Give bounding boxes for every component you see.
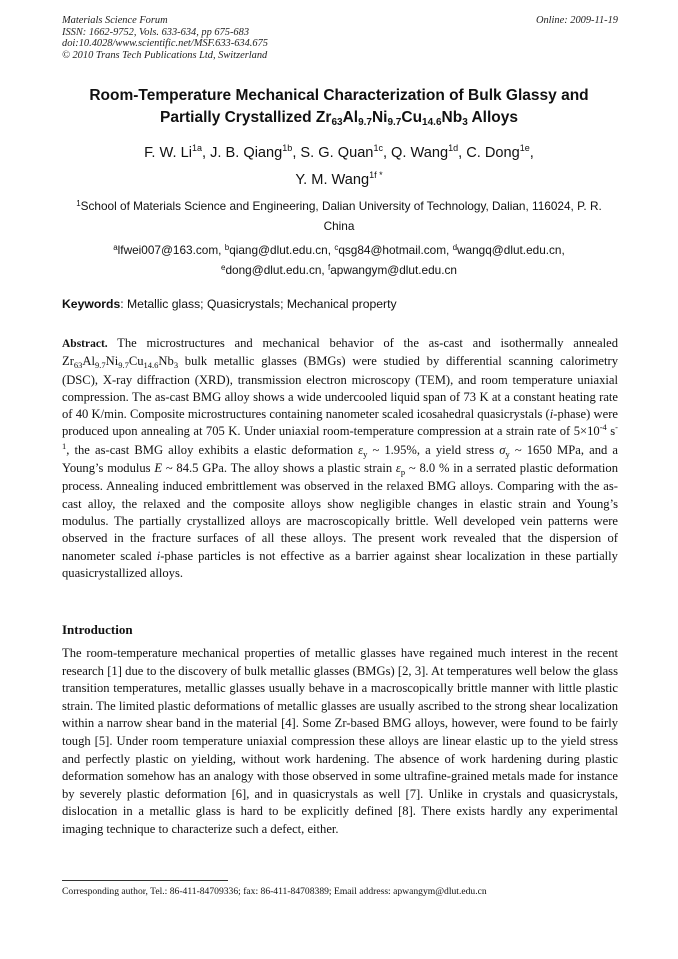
- author-list: F. W. $Li^{1a}$, J. B. Qiang$^{1b}$, S. G. Quan$^{1c}$, Q. Wang$^{1d}$, C. Dong$^{1e}$, Y. M. Wang$^{1f *}$: [144, 143, 534, 188]
- abstract-label: Abstract.: [62, 338, 108, 350]
- journal-header: [62, 15, 618, 61]
- email-address[interactable]: qiang@dlut.edu.cn,: [229, 243, 335, 257]
- copyright-line: © 2010 Trans Tech Publications Ltd, Switzerland: [62, 49, 268, 61]
- email-address[interactable]: dong@dlut.edu.cn,: [225, 263, 328, 277]
- online-date: Online: 2009-11-19: [535, 15, 618, 26]
- corresponding-author-footnote: Corresponding author, Tel.: 86-411-84709336; fax: 86-411-84708389; Email address: apwangym@dlut.edu.cn: [62, 886, 487, 897]
- author-name: , C. Dong: [458, 145, 520, 161]
- section-heading-introduction: Introduction: [62, 622, 133, 637]
- author-name: , J. B. Qiang: [201, 145, 283, 161]
- journal-name: Materials Science Forum: [62, 15, 168, 26]
- email-address[interactable]: qsg84@hotmail.com,: [338, 243, 453, 257]
- doi-line: doi:10.4028/www.scientific.net/MSF.633-634.675: [62, 38, 268, 50]
- author-name: , Q. Wang: [382, 145, 449, 161]
- email-list: $^a$lfwei007@163.com, $^b$qiang@dlut.edu.cn, $^c$qsg84@hotmail.com, $^d$wangq@dlut.edu.cn, $^e$dong@dlut.edu.cn, $^f$apwangym@dlut.edu.cn: [113, 243, 565, 277]
- introduction-body: The room-temperature mechanical properties of metallic glasses have regained much interest in the recent research [1] due to the discovery of bulk metallic glasses (BMGs) [2, 3]. At temperatures well below the glass transition temperatures, metallic glasses usually behave in a macroscopically brittle manner with little plastic strain. The limited plastic deformations of metallic glasses are usually ascribed to the strong shear localization within a narrow shear band in the material [4]. Some Zr-based BMG alloys, however, were found to be fairly tough [5]. Under room temperature uniaxial compression these alloys are linear elastic up to the yield stress and perfectly plastic on yielding, without work hardening. The absence of work hardening during plastic deformation somehow has an analogy with those observed in some ultrafine-grained metals made for instance by severely plastic deformation [6], and in quasicrystals as well [7]. Unlike in crystals and quasicrystals, dislocation in a metallic glass is hard to be explicitly defined [8]. There exists hardly any experimental imaging technique to characterize such a defect, either.: [62, 646, 618, 836]
- paper-title: Room-Temperature Mechanical Characterization of Bulk Glassy and Partially Crystallized $Zr_{63}Al_{9.7}Ni_{9.7}Cu_{14.6}Nb_3$ Alloys: [89, 87, 589, 128]
- author-name: , S. G. Quan: [292, 145, 374, 161]
- abstract: Abstract. The microstructures and mechanical behavior of the as-cast and isothermally annealed $Zr_{63}Al_{9.7}Ni_{9.7}Cu_{14.6}Nb_3$ bulk metallic glasses (BMGs) were studied by differential scanning calorimetry (DSC), X-ray diffraction (XRD), transmission electron microscopy (TEM), and room temperature uniaxial compression. The as-cast BMG alloy shows a wide undercooled liquid span of 73 K at a constant heating rate of 40 K/min. Composite microstructures containing nanometer scaled icosahedral quasicrystals (i-phase) were produced upon annealing at 705 K. Under uniaxial room-temperature compression at a strain rate of $5\times 10^{-4}$ $s^{-1}$, the as-cast BMG alloy exhibits a elastic deformation $\varepsilon_y$ ~ 1.95%, a yield stress $\sigma_y$ ~ 1650 MPa, and a Young’s modulus E ~ 84.5 GPa. The alloy shows a plastic strain $\varepsilon_p$ ~ 8.0 % in a serrated plastic deformation process. Annealing induced embrittlement was observed in the relaxed BMG alloys. Comparing with the as-cast alloy, the relaxed and the composite alloys show negligible changes in elastic strain and Young’s modulus. The partially crystallized alloys are macroscopically brittle. Well developed vein patterns were observed in the fracture surfaces of all these alloys. The present work revealed that the dispersion of nanometer scaled i-phase particles is not effective as a barrier against shear localization in these partially quasicrystallized alloys.: [62, 336, 618, 580]
- email-address[interactable]: wangq@dlut.edu.cn,: [457, 243, 565, 257]
- title-line-1: Room-Temperature Mechanical Characterization of Bulk Glassy and: [89, 87, 589, 104]
- keywords-label: Keywords: [62, 297, 121, 311]
- author-name: Y. M. Wang: [295, 172, 370, 188]
- author-name: F. W. Li: [144, 145, 192, 161]
- affiliation: $^1$School of Materials Science and Engineering, Dalian University of Technology, Dalian, 116024, P. R. China: [76, 199, 602, 233]
- footnote-rule: [62, 880, 228, 881]
- email-address[interactable]: apwangym@dlut.edu.cn: [330, 263, 457, 277]
- email-address[interactable]: lfwei007@163.com,: [117, 243, 225, 257]
- issn-line: ISSN: 1662-9752, Vols. 633-634, pp 675-683: [62, 26, 250, 38]
- keywords-text: : Metallic glass; Quasicrystals; Mechanical property: [120, 297, 397, 311]
- keywords: [62, 296, 618, 312]
